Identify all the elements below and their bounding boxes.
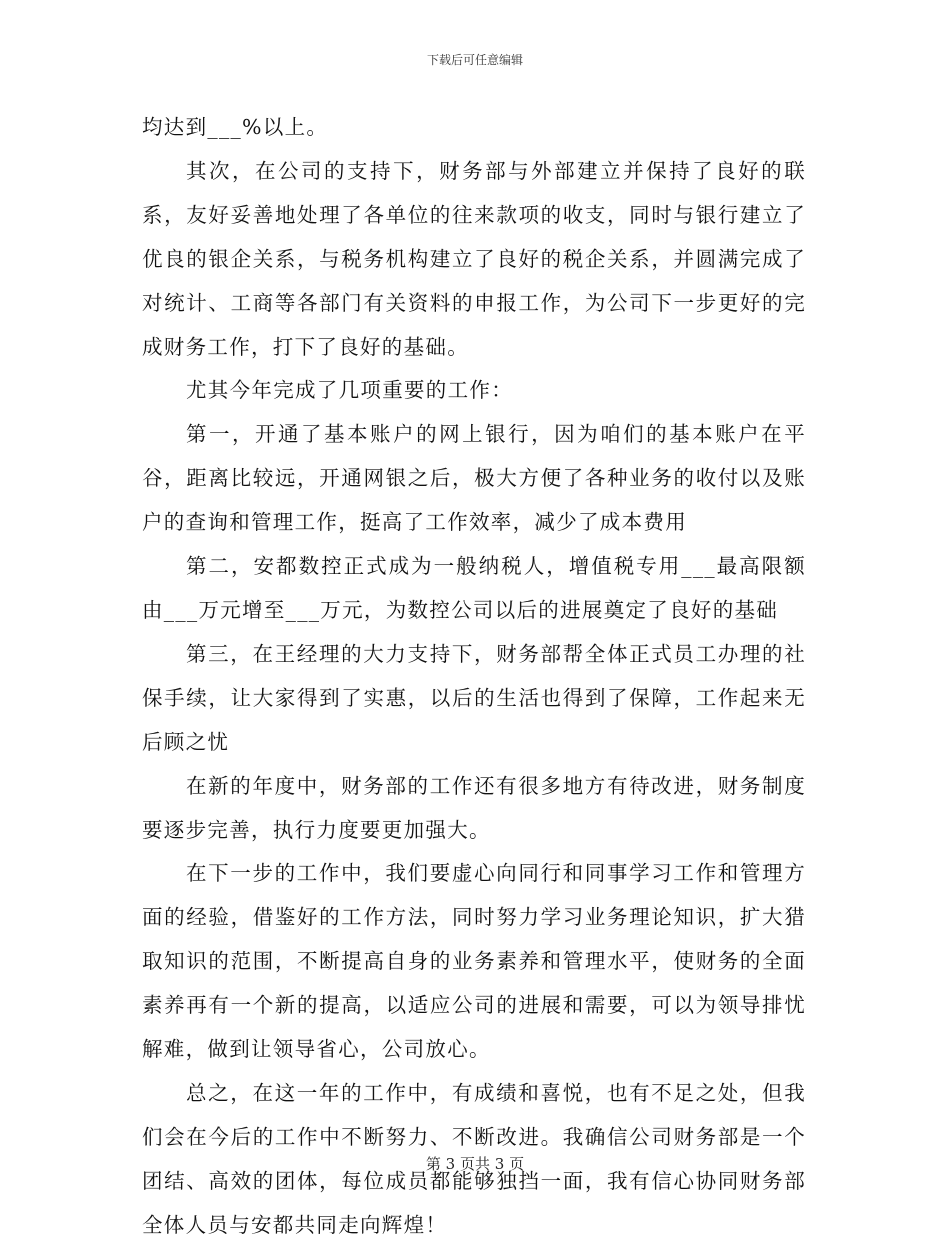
- paragraph-item-one-online-banking: 第一，开通了基本账户的网上银行，因为咱们的基本账户在平谷，距离比较远，开通网银之后，极大方便了各种业务的收付以及账户的查询和管理工作，挺高了工作效率，减少了成本费用: [142, 422, 806, 535]
- paragraph-key-work-intro: 尤其今年完成了几项重要的工作：: [186, 378, 513, 403]
- paragraph-item-three-social-insurance: 第三，在王经理的大力支持下，财务部帮全体正式员工办理的社保手续，让大家得到了实惠，以后的生活也得到了保障，工作起来无后顾之忧: [142, 641, 806, 754]
- document-body: [142, 106, 806, 1248]
- paragraph-item-two-taxpayer: 第二，安都数控正式成为一般纳税人，增值税专用___最高限额由___万元增至___万元，为数控公司以后的进展奠定了良好的基础: [142, 554, 806, 622]
- paragraph-external-relations: 其次，在公司的支持下，财务部与外部建立并保持了良好的联系，友好妥善地处理了各单位的往来款项的收支，同时与银行建立了优良的银企关系，与税务机构建立了良好的税企关系，并圆满完成了对统计、工商等各部门有关资料的申报工作，为公司下一步更好的完成财务工作，打下了良好的基础。: [142, 158, 806, 359]
- paragraph-next-steps: 在下一步的工作中，我们要虚心向同行和同事学习工作和管理方面的经验，借鉴好的工作方法，同时努力学习业务理论知识，扩大猎取知识的范围，不断提高自身的业务素养和管理水平，使财务的全面素养再有一个新的提高，以适应公司的进展和需要，可以为领导排忧解难，做到让领导省心，公司放心。: [142, 861, 806, 1062]
- paragraph-completion-rate: 均达到___%以上。: [142, 115, 329, 139]
- paragraph-conclusion: 总之，在这一年的工作中，有成绩和喜悦，也有不足之处，但我们会在今后的工作中不断努力、不断改进。我确信公司财务部是一个团结、高效的团体，每位成员都能够独挡一面，我有信心协同财务部全体人员与安都共同走向辉煌！: [142, 1080, 806, 1237]
- page-header-note: 下载后可任意编辑: [426, 53, 523, 67]
- page-number-footer: 第 3 页共 3 页: [425, 1155, 525, 1173]
- paragraph-new-year-improvement: 在新的年度中，财务部的工作还有很多地方有待改进，财务制度要逐步完善，执行力度要更加强大。: [142, 773, 806, 842]
